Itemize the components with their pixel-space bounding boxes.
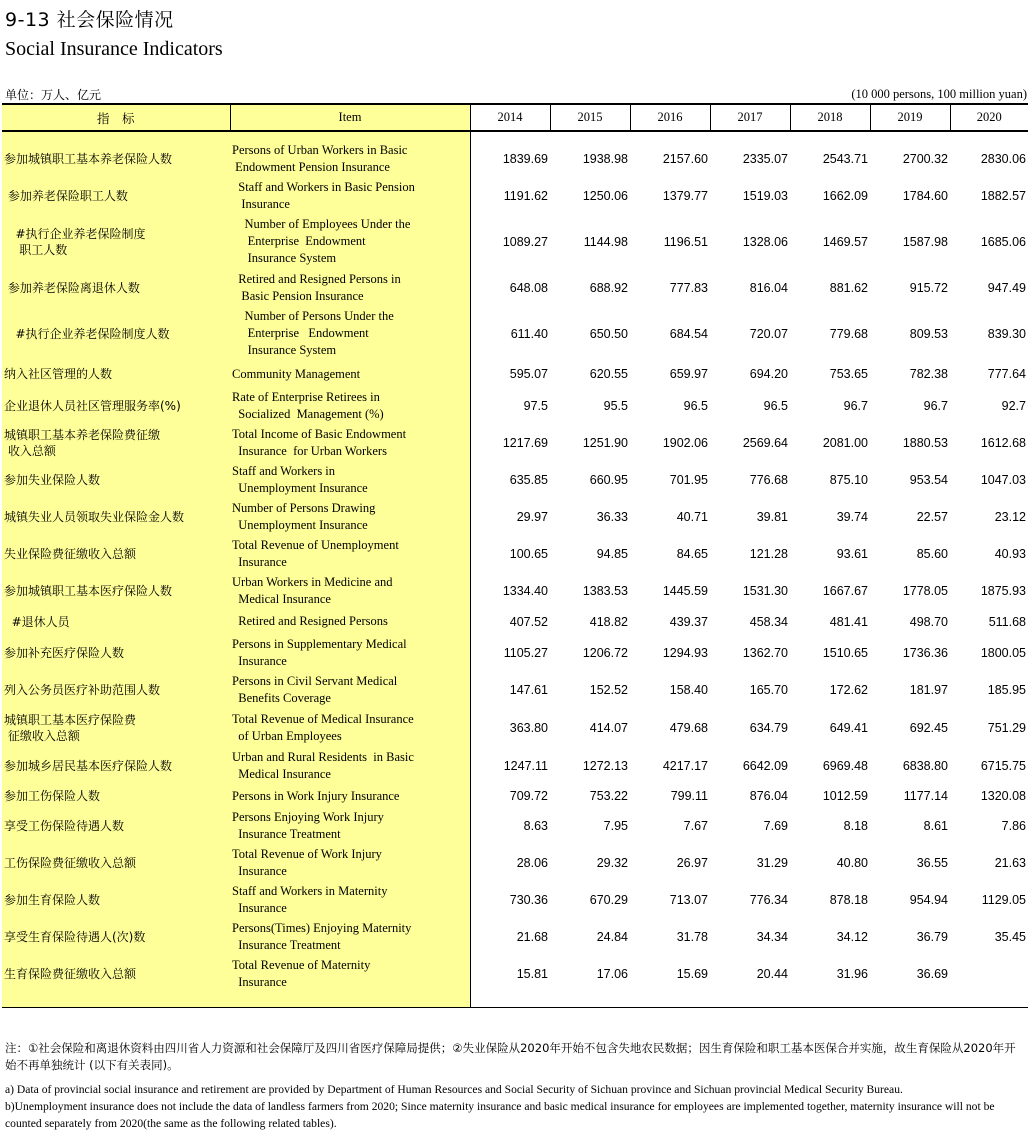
value-cell: 649.41 xyxy=(829,721,868,735)
footnote-b: b)Unemployment insurance does not include the data of landless farmers from 2020; Since maternity insurance and basic medical insurance for employees are implemented together, maternity insurance will not be counted separately from 2020(the same as the following related tables). xyxy=(5,1100,995,1130)
value-cell: 1875.93 xyxy=(980,583,1026,598)
value-cell: 479.68 xyxy=(669,721,708,735)
value-cell: 6642.09 xyxy=(742,759,788,773)
value-cell: 28.06 xyxy=(516,855,548,870)
value-cell: 1196.51 xyxy=(663,234,708,249)
value-cell: 36.69 xyxy=(916,966,948,981)
value-cell: 1328.06 xyxy=(742,234,788,249)
value-cell: 1250.06 xyxy=(582,188,628,203)
value-cell: 172.62 xyxy=(829,683,868,697)
spacer-cell xyxy=(790,131,870,140)
spacer-cell xyxy=(870,131,950,140)
value-cell: 1272.13 xyxy=(582,759,628,773)
value-cell: 1089.27 xyxy=(502,234,548,249)
row-label-en: Persons in Civil Servant Medical Benefits Coverage xyxy=(230,671,470,709)
row-label-en: Staff and Workers in Basic Pension Insurance xyxy=(230,177,470,214)
table-row xyxy=(2,609,1028,634)
row-label-en: Staff and Workers in Maternity Insurance xyxy=(230,881,470,918)
row-label-cn: 工伤保险费征缴收入总额 xyxy=(2,844,230,881)
row-label-en: Retired and Resigned Persons in Basic Pension Insurance xyxy=(230,269,470,306)
header-year: 2016 xyxy=(630,104,710,131)
row-label-en: Urban and Rural Residents in Basic Medical Insurance xyxy=(230,747,470,785)
value-cell: 620.55 xyxy=(589,367,628,381)
table-row xyxy=(2,709,1028,747)
table-row xyxy=(2,306,1028,361)
value-cell: 1206.72 xyxy=(582,645,628,660)
value-cell: 799.11 xyxy=(670,789,708,803)
value-cell: 96.7 xyxy=(843,398,868,413)
row-label-cn: 参加补充医疗保险人数 xyxy=(2,634,230,671)
value-cell: 94.85 xyxy=(596,546,628,561)
value-cell xyxy=(950,992,1028,1007)
value-cell: 648.08 xyxy=(509,280,548,295)
value-cell: 439.37 xyxy=(669,614,708,629)
value-cell: 481.41 xyxy=(829,614,868,629)
value-cell: 6715.75 xyxy=(980,759,1026,773)
row-label-en: Number of Persons Drawing Unemployment Insurance xyxy=(230,498,470,535)
row-label-en: Total Revenue of Unemployment Insurance xyxy=(230,535,470,572)
table-row xyxy=(2,992,1028,1007)
table-row xyxy=(2,140,1028,177)
value-cell: 713.07 xyxy=(669,892,708,907)
value-cell: 1880.53 xyxy=(902,435,948,450)
value-cell: 1247.11 xyxy=(503,759,548,773)
value-cell: 96.7 xyxy=(923,398,948,413)
value-cell: 96.5 xyxy=(683,398,708,413)
value-cell: 692.45 xyxy=(909,721,948,735)
value-cell: 1047.03 xyxy=(980,472,1026,487)
value-cell: 1778.05 xyxy=(902,583,948,598)
value-cell: 40.80 xyxy=(836,855,868,870)
value-cell: 659.97 xyxy=(669,367,708,381)
value-cell: 753.65 xyxy=(829,367,868,381)
header-year: 2015 xyxy=(550,104,630,131)
value-cell: 782.38 xyxy=(909,367,948,381)
value-cell: 407.52 xyxy=(509,614,548,629)
value-cell: 1902.06 xyxy=(662,435,708,450)
value-cell: 418.82 xyxy=(589,614,628,629)
value-cell: 92.7 xyxy=(1001,398,1026,413)
spacer-cell xyxy=(550,131,630,140)
row-label-en: Retired and Resigned Persons xyxy=(230,609,470,634)
table-row xyxy=(2,214,1028,269)
table-row xyxy=(2,498,1028,535)
value-cell: 363.80 xyxy=(509,721,548,735)
value-cell: 35.45 xyxy=(994,929,1026,944)
value-cell: 96.5 xyxy=(763,398,788,413)
row-label-cn: 参加生育保险人数 xyxy=(2,881,230,918)
value-cell: 1784.60 xyxy=(902,188,948,203)
row-label-cn: 城镇失业人员领取失业保险金人数 xyxy=(2,498,230,535)
value-cell: 1177.14 xyxy=(903,789,948,803)
row-label-en: Community Management xyxy=(230,361,470,387)
value-cell: 36.33 xyxy=(596,509,628,524)
value-cell: 1587.98 xyxy=(902,234,948,249)
value-cell: 816.04 xyxy=(749,280,788,295)
value-cell: 688.92 xyxy=(589,280,628,295)
value-cell: 22.57 xyxy=(916,509,948,524)
value-cell: 7.95 xyxy=(603,818,628,833)
header-item-en: Item xyxy=(230,104,470,131)
table-row xyxy=(2,572,1028,609)
value-cell: 511.68 xyxy=(988,614,1026,629)
row-label-en: Number of Persons Under the Enterprise Endowment Insurance System xyxy=(230,306,470,361)
value-cell xyxy=(710,992,790,1007)
row-label-cn: 列入公务员医疗补助范围人数 xyxy=(2,671,230,709)
spacer-cell xyxy=(950,131,1028,140)
value-cell: 21.68 xyxy=(516,929,548,944)
value-cell: 1882.57 xyxy=(980,188,1026,203)
value-cell: 1510.65 xyxy=(822,645,868,660)
value-cell: 777.64 xyxy=(987,367,1026,381)
value-cell: 1531.30 xyxy=(742,583,788,598)
spacer-cell xyxy=(230,131,470,140)
social-insurance-table xyxy=(2,103,1028,1008)
value-cell xyxy=(550,992,630,1007)
row-label-cn: #执行企业养老保险制度 职工人数 xyxy=(2,214,230,269)
value-cell: 31.96 xyxy=(836,966,868,981)
value-cell: 39.81 xyxy=(756,509,788,524)
table-row xyxy=(2,807,1028,844)
value-cell: 1294.93 xyxy=(662,645,708,660)
value-cell: 26.97 xyxy=(676,855,708,870)
row-label-en: Total Revenue of Medical Insurance of Urban Employees xyxy=(230,709,470,747)
footnote-a: a) Data of provincial social insurance and retirement are provided by Department of Human Resources and Social Security of Sichuan province and Sichuan provincial Medical Security Bureau. xyxy=(5,1083,903,1096)
header-year: 2014 xyxy=(470,104,550,131)
value-cell: 650.50 xyxy=(589,326,628,341)
value-cell: 100.65 xyxy=(509,546,548,561)
unit-label-cn: 单位：万人、亿元 xyxy=(5,88,102,102)
row-label-en: Total Revenue of Work Injury Insurance xyxy=(230,844,470,881)
table-title-cn: 9-13 社会保险情况 xyxy=(5,9,174,31)
value-cell: 1519.03 xyxy=(742,188,788,203)
row-label-en: Staff and Workers in Unemployment Insurance xyxy=(230,461,470,498)
row-label-en xyxy=(230,992,470,1007)
row-label-cn: 享受工伤保险待遇人数 xyxy=(2,807,230,844)
value-cell: 7.69 xyxy=(763,818,788,833)
value-cell: 1839.69 xyxy=(502,151,548,166)
value-cell: 147.61 xyxy=(509,683,548,697)
table-row xyxy=(2,918,1028,955)
value-cell: 4217.17 xyxy=(662,759,708,773)
value-cell: 1129.05 xyxy=(981,892,1026,907)
value-cell: 947.49 xyxy=(987,280,1026,295)
value-cell: 2081.00 xyxy=(822,435,868,450)
value-cell: 17.06 xyxy=(596,966,628,981)
value-cell: 31.29 xyxy=(756,855,788,870)
row-label-cn: 城镇职工基本养老保险费征缴 收入总额 xyxy=(2,424,230,461)
value-cell xyxy=(470,992,550,1007)
row-label-en: Persons Enjoying Work Injury Insurance Treatment xyxy=(230,807,470,844)
row-label-cn: 参加城乡居民基本医疗保险人数 xyxy=(2,747,230,785)
value-cell: 777.83 xyxy=(669,280,708,295)
value-cell: 776.68 xyxy=(749,472,788,487)
row-label-cn: #执行企业养老保险制度人数 xyxy=(2,306,230,361)
value-cell: 2157.60 xyxy=(662,151,708,166)
value-cell: 6838.80 xyxy=(902,759,948,773)
table-header-row xyxy=(2,104,1028,131)
value-cell: 39.74 xyxy=(836,509,868,524)
row-label-cn: 城镇职工基本医疗保险费 征缴收入总额 xyxy=(2,709,230,747)
value-cell: 1105.27 xyxy=(503,645,548,660)
value-cell: 21.63 xyxy=(994,855,1026,870)
row-label-en: Total Revenue of Maternity Insurance xyxy=(230,955,470,992)
spacer-row xyxy=(2,131,1028,140)
row-label-en: Persons in Supplementary Medical Insurance xyxy=(230,634,470,671)
value-cell: 1362.70 xyxy=(742,645,788,660)
value-cell: 36.79 xyxy=(916,929,948,944)
value-cell: 915.72 xyxy=(909,280,948,295)
value-cell: 1144.98 xyxy=(583,234,628,249)
value-cell: 1800.05 xyxy=(980,645,1026,660)
value-cell: 753.22 xyxy=(589,789,628,803)
table-row xyxy=(2,269,1028,306)
value-cell: 7.67 xyxy=(683,818,708,833)
value-cell: 1012.59 xyxy=(822,789,868,803)
row-label-en: Persons(Times) Enjoying Maternity Insurance Treatment xyxy=(230,918,470,955)
value-cell xyxy=(950,955,1028,992)
row-label-cn: 失业保险费征缴收入总额 xyxy=(2,535,230,572)
value-cell: 20.44 xyxy=(756,966,788,981)
value-cell: 694.20 xyxy=(749,367,788,381)
header-year: 2019 xyxy=(870,104,950,131)
row-label-en: Persons in Work Injury Insurance xyxy=(230,785,470,807)
value-cell: 1251.90 xyxy=(582,435,628,450)
value-cell xyxy=(790,992,870,1007)
value-cell xyxy=(870,992,950,1007)
value-cell: 1191.62 xyxy=(503,188,548,203)
table-row xyxy=(2,955,1028,992)
value-cell: 152.52 xyxy=(589,683,628,697)
value-cell: 95.5 xyxy=(603,398,628,413)
value-cell: 954.94 xyxy=(909,892,948,907)
value-cell: 36.55 xyxy=(916,855,948,870)
value-cell: 1685.06 xyxy=(980,234,1026,249)
value-cell: 779.68 xyxy=(829,326,868,341)
row-label-cn: 生育保险费征缴收入总额 xyxy=(2,955,230,992)
row-label-cn: 参加养老保险职工人数 xyxy=(2,177,230,214)
table-row xyxy=(2,387,1028,424)
table-title-en: Social Insurance Indicators xyxy=(5,38,223,60)
value-cell: 165.70 xyxy=(749,683,788,697)
value-cell: 751.29 xyxy=(987,721,1026,735)
unit-label-en: (10 000 persons, 100 million yuan) xyxy=(851,87,1027,101)
table-row xyxy=(2,747,1028,785)
value-cell: 1334.40 xyxy=(502,583,548,598)
value-cell: 776.34 xyxy=(749,892,788,907)
header-year: 2017 xyxy=(710,104,790,131)
value-cell: 15.81 xyxy=(516,966,548,981)
row-label-cn: 享受生育保险待遇人(次)数 xyxy=(2,918,230,955)
value-cell: 40.93 xyxy=(994,546,1026,561)
table-body xyxy=(2,131,1028,1007)
value-cell: 6969.48 xyxy=(822,759,868,773)
spacer-cell xyxy=(2,131,230,140)
value-cell: 875.10 xyxy=(829,472,868,487)
value-cell: 24.84 xyxy=(596,929,628,944)
value-cell: 709.72 xyxy=(509,789,548,803)
table-row xyxy=(2,461,1028,498)
row-label-cn: #退休人员 xyxy=(2,609,230,634)
value-cell: 29.97 xyxy=(516,509,548,524)
table-row xyxy=(2,535,1028,572)
spacer-cell xyxy=(630,131,710,140)
value-cell: 15.69 xyxy=(676,966,708,981)
row-label-cn xyxy=(2,992,230,1007)
value-cell: 730.36 xyxy=(509,892,548,907)
value-cell: 1383.53 xyxy=(582,583,628,598)
value-cell: 2543.71 xyxy=(822,151,868,166)
value-cell: 34.34 xyxy=(756,929,788,944)
value-cell: 85.60 xyxy=(916,546,948,561)
row-label-cn: 企业退休人员社区管理服务率(%) xyxy=(2,387,230,424)
value-cell: 839.30 xyxy=(987,326,1026,341)
row-label-cn: 纳入社区管理的人数 xyxy=(2,361,230,387)
value-cell: 1667.67 xyxy=(822,583,868,598)
value-cell: 2700.32 xyxy=(902,151,948,166)
value-cell: 158.40 xyxy=(669,683,708,697)
header-indicator-cn: 指 标 xyxy=(2,104,230,131)
table-row xyxy=(2,634,1028,671)
table-row xyxy=(2,424,1028,461)
value-cell: 40.71 xyxy=(676,509,708,524)
value-cell: 1320.08 xyxy=(980,789,1026,803)
header-year: 2018 xyxy=(790,104,870,131)
row-label-cn: 参加城镇职工基本养老保险人数 xyxy=(2,140,230,177)
value-cell: 878.18 xyxy=(829,892,868,907)
table-row xyxy=(2,671,1028,709)
value-cell: 634.79 xyxy=(749,721,788,735)
value-cell: 1736.36 xyxy=(902,645,948,660)
value-cell: 23.12 xyxy=(994,509,1026,524)
value-cell: 2569.64 xyxy=(742,435,788,450)
value-cell: 1662.09 xyxy=(822,188,868,203)
value-cell xyxy=(630,992,710,1007)
spacer-cell xyxy=(710,131,790,140)
value-cell: 1938.98 xyxy=(582,151,628,166)
row-label-cn: 参加养老保险离退休人数 xyxy=(2,269,230,306)
footnote-cn: 注：①社会保险和离退休资料由四川省人力资源和社会保障厅及四川省医疗保障局提供；②失业保险从2020年开始不包含失地农民数据；因生育保险和职工基本医保合并实施，故生育保险从2020年开始不再单独统计 (以下有关表同)。 xyxy=(5,1041,1016,1072)
value-cell: 1612.68 xyxy=(980,435,1026,450)
row-label-en: Urban Workers in Medicine and Medical Insurance xyxy=(230,572,470,609)
row-label-cn: 参加工伤保险人数 xyxy=(2,785,230,807)
value-cell: 881.62 xyxy=(829,280,868,295)
row-label-cn: 参加失业保险人数 xyxy=(2,461,230,498)
value-cell: 414.07 xyxy=(589,721,628,735)
value-cell: 809.53 xyxy=(909,326,948,341)
value-cell: 876.04 xyxy=(749,789,788,803)
value-cell: 611.40 xyxy=(510,326,548,341)
value-cell: 660.95 xyxy=(589,472,628,487)
value-cell: 498.70 xyxy=(909,614,948,629)
table-row xyxy=(2,361,1028,387)
value-cell: 953.54 xyxy=(909,472,948,487)
row-label-en: Number of Employees Under the Enterprise Endowment Insurance System xyxy=(230,214,470,269)
value-cell: 8.18 xyxy=(843,818,868,833)
value-cell: 595.07 xyxy=(509,367,548,381)
value-cell: 29.32 xyxy=(596,855,628,870)
value-cell: 7.86 xyxy=(1001,818,1026,833)
value-cell: 1217.69 xyxy=(502,435,548,450)
table-row xyxy=(2,177,1028,214)
value-cell: 31.78 xyxy=(676,929,708,944)
row-label-en: Persons of Urban Workers in Basic Endowment Pension Insurance xyxy=(230,140,470,177)
value-cell: 1445.59 xyxy=(662,583,708,598)
row-label-en: Total Income of Basic Endowment Insurance for Urban Workers xyxy=(230,424,470,461)
value-cell: 1469.57 xyxy=(822,234,868,249)
value-cell: 2335.07 xyxy=(742,151,788,166)
value-cell: 185.95 xyxy=(987,683,1026,697)
value-cell: 670.29 xyxy=(589,892,628,907)
value-cell: 701.95 xyxy=(669,472,708,487)
value-cell: 635.85 xyxy=(509,472,548,487)
value-cell: 93.61 xyxy=(836,546,868,561)
value-cell: 1379.77 xyxy=(662,188,708,203)
row-label-cn: 参加城镇职工基本医疗保险人数 xyxy=(2,572,230,609)
value-cell: 720.07 xyxy=(749,326,788,341)
row-label-en: Rate of Enterprise Retirees in Socialized Management (%) xyxy=(230,387,470,424)
table-row xyxy=(2,881,1028,918)
value-cell: 121.28 xyxy=(749,546,788,561)
value-cell: 8.63 xyxy=(523,818,548,833)
value-cell: 84.65 xyxy=(676,546,708,561)
value-cell: 97.5 xyxy=(523,398,548,413)
table-row xyxy=(2,785,1028,807)
value-cell: 181.97 xyxy=(909,683,948,697)
value-cell: 684.54 xyxy=(669,326,708,341)
header-year: 2020 xyxy=(950,104,1028,131)
value-cell: 34.12 xyxy=(836,929,868,944)
table-row xyxy=(2,844,1028,881)
value-cell: 2830.06 xyxy=(980,151,1026,166)
value-cell: 8.61 xyxy=(923,818,948,833)
value-cell: 458.34 xyxy=(749,614,788,629)
spacer-cell xyxy=(470,131,550,140)
